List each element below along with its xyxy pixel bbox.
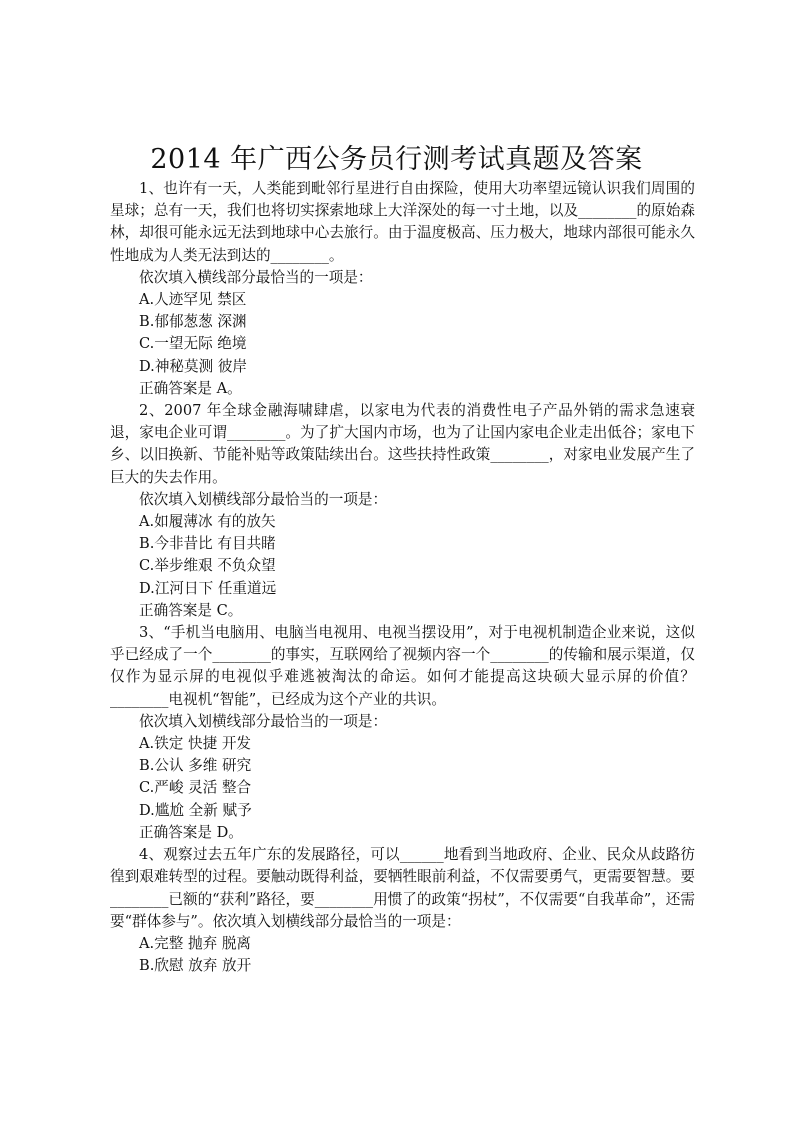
question-stem: 3、“手机当电脑用、电脑当电视用、电视当摆设用”，对于电视机制造企业来说，这似乎已经成了一个________的事实，互联网给了视频内容一个________的传输和展示渠道，仅仅作为显示屏的电视似乎难逃被淘汰的命运。如何才能提高这块硕大显示屏的价值？________电视机“智能”，已经成为这个产业的共识。 <box>110 624 695 708</box>
question-prompt: 依次填入划横线部分最恰当的一项是： <box>139 712 388 730</box>
question-prompt: 依次填入横线部分最恰当的一项是： <box>139 268 373 286</box>
answer-line: 正确答案是 A。 <box>139 379 242 397</box>
option-b: B.欣慰 放弃 放开 <box>139 957 252 975</box>
question-stem: 2、2007 年全球金融海啸肆虐，以家电为代表的消费性电子产品外销的需求急速衰退，家电企业可谓________。为了扩大国内市场，也为了让国内家电企业走出低谷；家电下乡、以旧换新、节能补贴等政策陆续出台。这些扶持性政策________，对家电业发展产生了巨大的失去作用。 <box>110 402 695 486</box>
option-b: B.郁郁葱葱 深渊 <box>139 313 247 331</box>
option-c: C.举步维艰 不负众望 <box>139 557 276 575</box>
option-d: D.尴尬 全新 赋予 <box>139 801 252 819</box>
option-d: D.神秘莫测 彼岸 <box>139 357 248 375</box>
question-stem: 4、观察过去五年广东的发展路径，可以______地看到当地政府、企业、民众从歧路彷徨到艰难转型的过程。要触动既得利益，要牺牲眼前利益，不仅需要勇气，更需要智慧。要________已额的“获利”路径，要________用惯了的政策“拐杖”，不仅需要“自我革命”，还需要“群体参与”。依次填入划横线部分最恰当的一项是： <box>110 846 695 930</box>
option-c: C.严峻 灵活 整合 <box>139 779 252 797</box>
option-d: D.江河日下 任重道远 <box>139 579 277 597</box>
question-1 <box>110 178 695 400</box>
option-c: C.一望无际 绝境 <box>139 335 247 353</box>
option-b: B.公认 多维 研究 <box>139 757 252 775</box>
option-a: A.铁定 快捷 开发 <box>139 735 252 753</box>
question-3 <box>110 622 695 844</box>
question-prompt: 依次填入划横线部分最恰当的一项是： <box>139 490 388 508</box>
option-a: A.如履薄冰 有的放矢 <box>139 513 276 531</box>
answer-line: 正确答案是 C。 <box>139 601 243 619</box>
document-body <box>110 178 695 977</box>
option-b: B.今非昔比 有目共睹 <box>139 535 276 553</box>
question-2 <box>110 400 695 622</box>
question-stem: 1、也许有一天，人类能到毗邻行星进行自由探险，使用大功率望远镜认识我们周围的星球；总有一天，我们也将切实探索地球上大洋深处的每一寸土地，以及________的原始森林，却很可能永远无法到地球中心去旅行。由于温度极高、压力极大，地球内部很可能永久性地成为人类无法到达的________。 <box>110 180 695 264</box>
option-a: A.人迹罕见 禁区 <box>139 291 247 309</box>
question-4 <box>110 844 695 977</box>
answer-line: 正确答案是 D。 <box>139 823 243 841</box>
document-title: 2014 年广西公务员行测考试真题及答案 <box>150 144 643 175</box>
option-a: A.完整 抛弃 脱离 <box>139 934 252 952</box>
